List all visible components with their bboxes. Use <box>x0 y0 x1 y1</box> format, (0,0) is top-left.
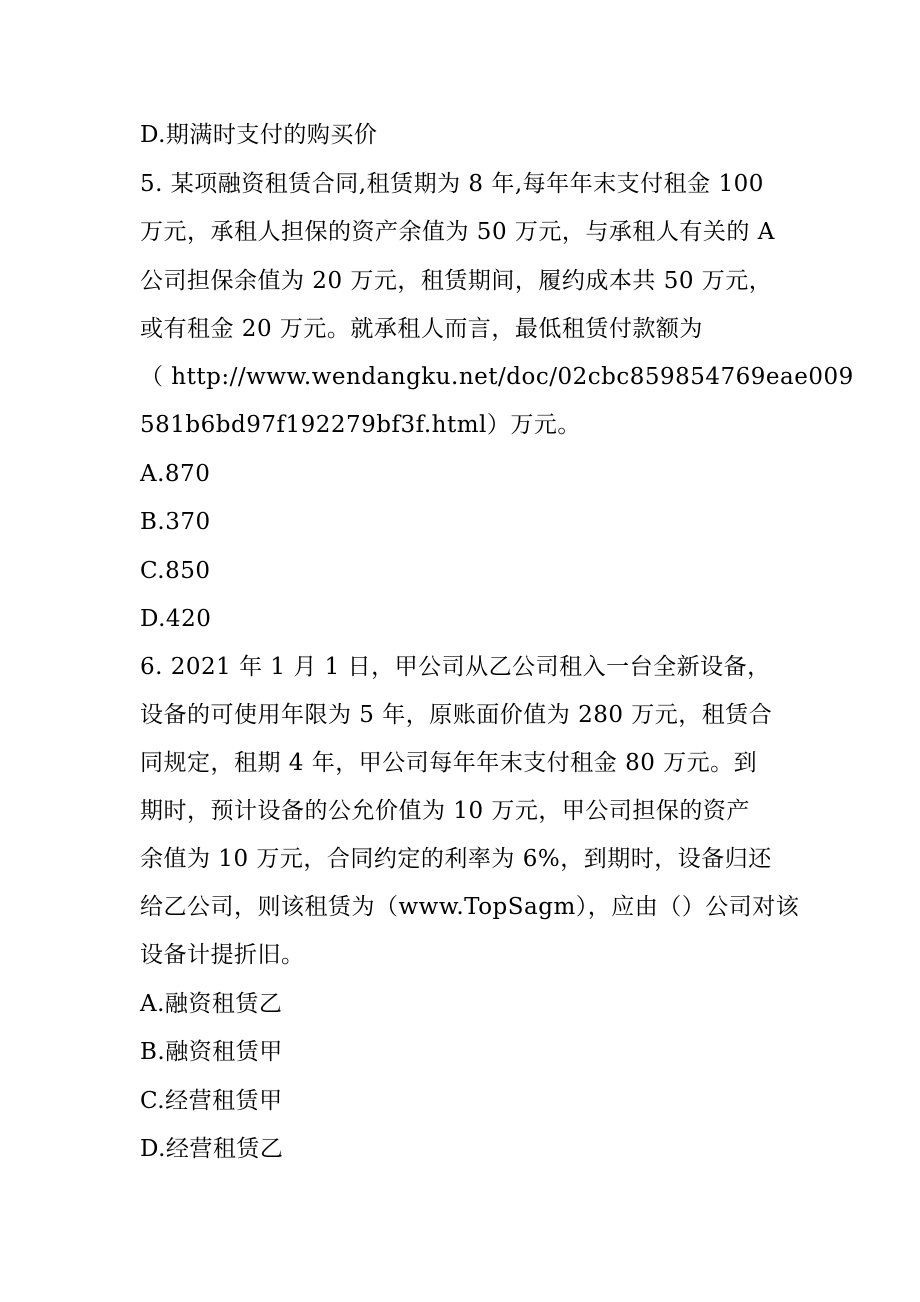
q6-text-line: 同规定，租期 4 年，甲公司每年年末支付租金 80 万元。到 <box>140 750 758 776</box>
q5-url-line: （ http://www.wendangku.net/doc/02cbc859854769eae009 <box>140 364 854 390</box>
q6-option-d: D.经营租赁乙 <box>140 1136 284 1162</box>
q6-text-line: 设备的可使用年限为 5 年，原账面价值为 280 万元，租赁合 <box>140 702 773 728</box>
q5-text-line: 5. 某项融资租赁合同,租赁期为 8 年,每年年末支付租金 100 <box>140 171 764 197</box>
q5-text-line: 或有租金 20 万元。就承租人而言，最低租赁付款额为 <box>140 316 703 342</box>
q6-option-b: B.融资租赁甲 <box>140 1039 283 1065</box>
q5-option-c: C.850 <box>140 558 211 584</box>
q5-text-line: 581b6bd97f192279bf3f.html）万元。 <box>140 412 581 438</box>
q4-option-d: D.期满时支付的购买价 <box>140 122 378 148</box>
q5-option-d: D.420 <box>140 606 212 632</box>
q6-text-line: 设备计提折旧。 <box>140 942 305 968</box>
q6-option-c: C.经营租赁甲 <box>140 1088 283 1114</box>
q5-text-line: 万元，承租人担保的资产余值为 50 万元，与承租人有关的 A <box>140 219 775 245</box>
q6-option-a: A.融资租赁乙 <box>140 991 283 1017</box>
q5-option-b: B.370 <box>140 509 211 535</box>
q5-option-a: A.870 <box>140 461 211 487</box>
q6-text-line: 余值为 10 万元，合同约定的利率为 6%，到期时，设备归还 <box>140 846 772 872</box>
q5-text-line: 公司担保余值为 20 万元，租赁期间，履约成本共 50 万元， <box>140 268 773 294</box>
q6-text-line: 6. 2021 年 1 月 1 日，甲公司从乙公司租入一台全新设备， <box>140 654 771 680</box>
q6-text-line: 期时，预计设备的公允价值为 10 万元，甲公司担保的资产 <box>140 798 750 824</box>
q6-text-line: 给乙公司，则该租赁为（www.TopSagm），应由（）公司对该 <box>140 894 800 920</box>
